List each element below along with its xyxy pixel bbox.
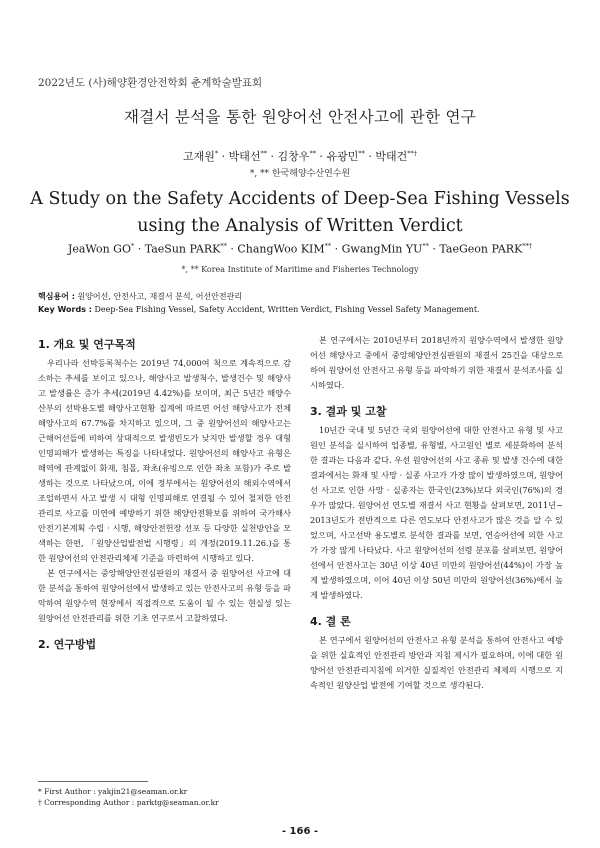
author-separator: · xyxy=(226,242,238,256)
author-name: 김창우 xyxy=(277,150,310,163)
korean-title: 재결서 분석을 통한 원양어선 안전사고에 관한 연구 xyxy=(123,108,477,126)
author-name: ChangWoo KIM xyxy=(237,242,325,256)
author-name: 박태선 xyxy=(228,150,261,163)
section-heading-results: 3. 결과 및 고찰 xyxy=(310,405,387,418)
author-mark: ** xyxy=(260,149,268,158)
keywords-text: 원양어선, 안전사고, 재결서 분석, 어선안전관리 xyxy=(77,292,243,301)
author-name: 고재원 xyxy=(183,150,215,163)
author-separator: · xyxy=(428,242,440,256)
author-name: TaeGeon PARK xyxy=(439,242,523,256)
paragraph: 본 연구에서는 중앙해양안전심판원의 재결서 중 원양어선 사고에 대한 분석을 통하여 원양어선에서 발생하고 있는 안전사고의 유형 등을 파악하여 원양수역 현장에서 직접적으로 도움이 될 수 있는 현실성 있는 원양어선 안전관리를 위한 기초 연구로서 고찰하였다. xyxy=(38,568,291,623)
paragraph: 우리나라 선박등록척수는 2019년 74,000여 척으로 계속적으로 감소하는 추세를 보이고 있으나, 해양사고 발생척수, 발생건수 및 해양사고 발생률은 증가 추세(2019년 4.42%)를 보이며, 최근 5년간 해양수산부의 선박용도별 해양사고현황 집계에 따르면 어선 해양사고가 전체 해양사고의 67.7%를 차지하고 있으며, 그 중 원양어선의 해양사고는 근해어선들에 비하여 상대적으로 발생빈도가 낮지만 발생할 경우 대형 인명피해가 발생하는 특징을 나타내었다. 원양어선의 해양사고 유형은 해역에 관계없이 화재, 침몰, 좌초(유빙으로 인한 좌초 포함)가 주로 발생하는 것으로 나타났으며, 이에 정부에서는 원양어선의 해외수역에서 조업하면서 사고 발생 시 대형 인명피해로 연결될 수 있어 철저한 안전관리로 사고를 미연에 예방하기 위한 해양안전확보를 위하여 국가해사안전기본계획 수립 · 시행, 해양안전헌장 선포 등 다양한 실천방안을 모색하는 한편, 「원양산업발전법 시행령」의 개정(2019.11.26.)을 통한 원양어선의 안전관리체제 기준을 마련하여 시행하고 있다. xyxy=(38,358,291,563)
paragraph: 본 연구에서는 2010년부터 2018년까지 원양수역에서 발생한 원양어선 해양사고 중에서 중앙해양안전심판원의 재결서 25건을 대상으로 하여 원양어선 안전사고 유형 등을 파악하기 위한 재결서 분석조사를 실시하였다. xyxy=(310,335,563,390)
author-separator: · xyxy=(364,150,376,163)
author-separator: · xyxy=(267,150,278,163)
author-mark: * xyxy=(130,242,135,250)
author-mark: ** xyxy=(422,242,429,250)
author-name: GwangMin YU xyxy=(341,242,423,256)
author-name: JeaWon GO xyxy=(67,242,131,256)
footnote-divider xyxy=(38,781,148,782)
author-separator: · xyxy=(315,150,327,163)
author-mark: **† xyxy=(522,242,533,250)
author-name: 박태건 xyxy=(375,150,408,163)
paragraph: 본 연구에서 원양어선의 안전사고 유형 분석을 통하여 안전사고 예방을 위한 실효적인 안전관리 방안과 지침 제시가 필요하며, 이에 대한 원양어선 안전관리지침에 의거한 실질적인 안전관리 체제의 시행으로 지속적인 원양산업 발전에 기여할 것으로 생각된다. xyxy=(310,635,563,690)
page-number: - 166 - xyxy=(281,826,319,837)
author-name: 유광민 xyxy=(326,150,359,163)
author-mark: ** xyxy=(309,149,316,158)
keywords-korean xyxy=(38,291,570,303)
author-mark: **† xyxy=(407,149,417,158)
english-title: A Study on the Safety Accidents of Deep-Sea Fishing Vessels using the Analysis of Written Verdict xyxy=(30,189,570,236)
author-mark: * xyxy=(214,149,219,158)
keywords-label: Key Words : xyxy=(38,305,92,314)
author-separator: · xyxy=(134,242,145,256)
author-mark: ** xyxy=(324,242,332,250)
english-authors xyxy=(0,242,600,256)
section-heading-method: 2. 연구방법 xyxy=(38,638,97,651)
paragraph: 10년간 국내 및 5년간 국외 원양어선에 대한 안전사고 유형 및 사고원인 분석을 실시하여 업종별, 유형별, 사고원인 별로 세분화하여 분석한 결과는 다음과 같다. 우선 원양어선의 사고 종류 및 발생 건수에 대한 결과에서는 화재 및 사망 · 실종 사고가 가장 많이 발생하였으며, 원양어선 사고로 인한 사망 · 실종자는 한국인(23%)보다 외국인(76%)의 경우가 많았다. 원양어선 연도별 재결서 사고 현황을 살펴보면, 2011년~2013년도가 전반적으로 다른 연도보다 안전사고가 많은 것을 알 수 있었으며, 사고선박 용도별로 분석한 결과를 보면, 연승어선에 의한 사고가 가장 많게 나타났다. 사고 원양어선의 선령 분포를 살펴보면, 원양어선에서 안전사고는 30년 이상 40년 미만의 원양어선(44%)이 가장 높게 발생하였으며, 이어 40년 이상 50년 미만의 원양어선(36%)에서 높게 발생하였다. xyxy=(310,425,563,600)
korean-affiliation: *, ** 한국해양수산연수원 xyxy=(249,169,351,179)
left-column xyxy=(38,336,291,656)
english-affiliation: *, ** Korea Institute of Maritime and Fisheries Technology xyxy=(181,265,419,274)
section-heading-overview: 1. 개요 및 연구목적 xyxy=(38,338,136,351)
author-mark: ** xyxy=(358,149,365,158)
keywords-english xyxy=(38,304,570,316)
korean-authors xyxy=(0,148,600,164)
footnote-first-author: * First Author : yakjin21@seaman.or.kr xyxy=(38,787,188,796)
keywords-text: Deep-Sea Fishing Vessel, Safety Accident, Written Verdict, Fishing Vessel Safety Management. xyxy=(94,305,480,314)
right-column xyxy=(310,333,563,693)
author-mark: ** xyxy=(220,242,227,250)
author-separator: · xyxy=(331,242,342,256)
footnote-corresponding-author: † Corresponding Author : parktg@seaman.or.kr xyxy=(38,798,219,807)
conference-header: 2022년도 (사)해양환경안전학회 춘계학술발표회 xyxy=(38,77,263,89)
keywords-label: 핵심용어 : xyxy=(38,292,75,301)
section-heading-conclusion: 4. 결 론 xyxy=(310,615,351,628)
author-name: TaeSun PARK xyxy=(144,242,221,256)
author-separator: · xyxy=(218,150,229,163)
